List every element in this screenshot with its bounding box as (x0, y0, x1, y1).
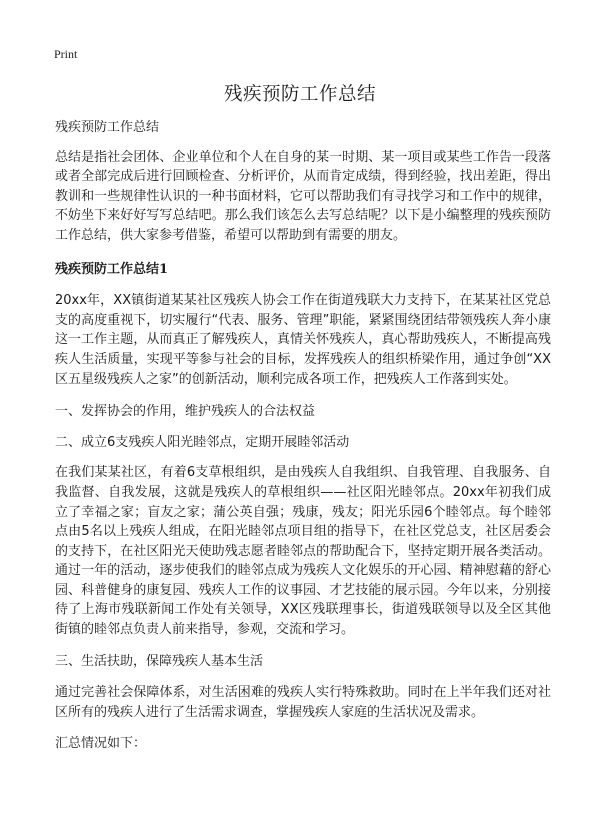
intro-paragraph: 总结是指社会团体、企业单位和个人在自身的某一时期、某一项目或某些工作告一段落或者全部完成后进行回顾检查、分析评价，从而肯定成绩，得到经验，找出差距，得出教训和一些规律性认识的一种书面材料，它可以帮助我们有寻找学习和工作中的规律，不妨坐下来好好写写总结吧。那么我们该怎么去写总结呢？以下是小编整理的残疾预防工作总结，供大家参考借鉴，希望可以帮助到有需要的朋友。 (55, 149, 551, 243)
body-paragraph: 通过完善社会保障体系，对生活困难的残疾人实行特殊救助。同时在上半年我们还对社区所有的残疾人进行了生活需求调查，掌握残疾人家庭的生活状况及需求。 (55, 685, 551, 720)
document-body (55, 118, 551, 754)
print-link[interactable]: Print (54, 47, 78, 61)
summary-label: 汇总情况如下： (55, 736, 147, 752)
list-heading: 三、生活扶助，保障残疾人基本生活 (55, 653, 264, 669)
body-paragraph: 20xx年，XX镇街道某某社区残疾人协会工作在街道残联大力支持下，在某某社区党总支的高度重视下，切实履行“代表、服务、管理”职能，紧紧围绕团结带领残疾人奔小康这一工作主题，从而真正了解残疾人，真情关怀残疾人，真心帮助残疾人，不断提高残疾人生活质量，实现平等参与社会的目标，发挥残疾人的组织桥梁作用，通过争创“XX区五星级残疾人之家”的创新活动，顺利完成各项工作，把残疾人工作落到实处。 (55, 293, 551, 387)
section-heading: 残疾预防工作总结1 (55, 261, 169, 277)
list-heading: 二、成立6支残疾人阳光睦邻点，定期开展睦邻活动 (55, 434, 350, 450)
body-paragraph: 在我们某某社区，有着6支草根组织，是由残疾人自我组织、自我管理、自我服务、自我监督、自我发展，这就是残疾人的草根组织——社区阳光睦邻点。20xx年初我们成立了幸福之家；盲友之家；蒲公英自强；残康，残友；阳光乐园6个睦邻点。每个睦邻点由5名以上残疾人组成，在阳光睦邻点项目组的指导下，在社区党总支，社区居委会的支持下，在社区阳光天使助残志愿者睦邻点的帮助配合下，坚持定期开展各类活动。通过一年的活动，逐步使我们的睦邻点成为残疾人文化娱乐的开心园、精神慰藉的舒心园、科普健身的康复园、残疾人工作的议事园、才艺技能的展示园。今年以来，分别接待了上海市残联新闻工作处有关领导，XX区残联理事长，街道残联领导以及全区其他街镇的睦邻点负责人前来指导，参观，交流和学习。 (55, 465, 551, 638)
list-heading: 一、发挥协会的作用，维护残疾人的合法权益 (55, 404, 316, 420)
document-subtitle: 残疾预防工作总结 (55, 120, 160, 135)
page-title: 残疾预防工作总结 (223, 84, 376, 105)
